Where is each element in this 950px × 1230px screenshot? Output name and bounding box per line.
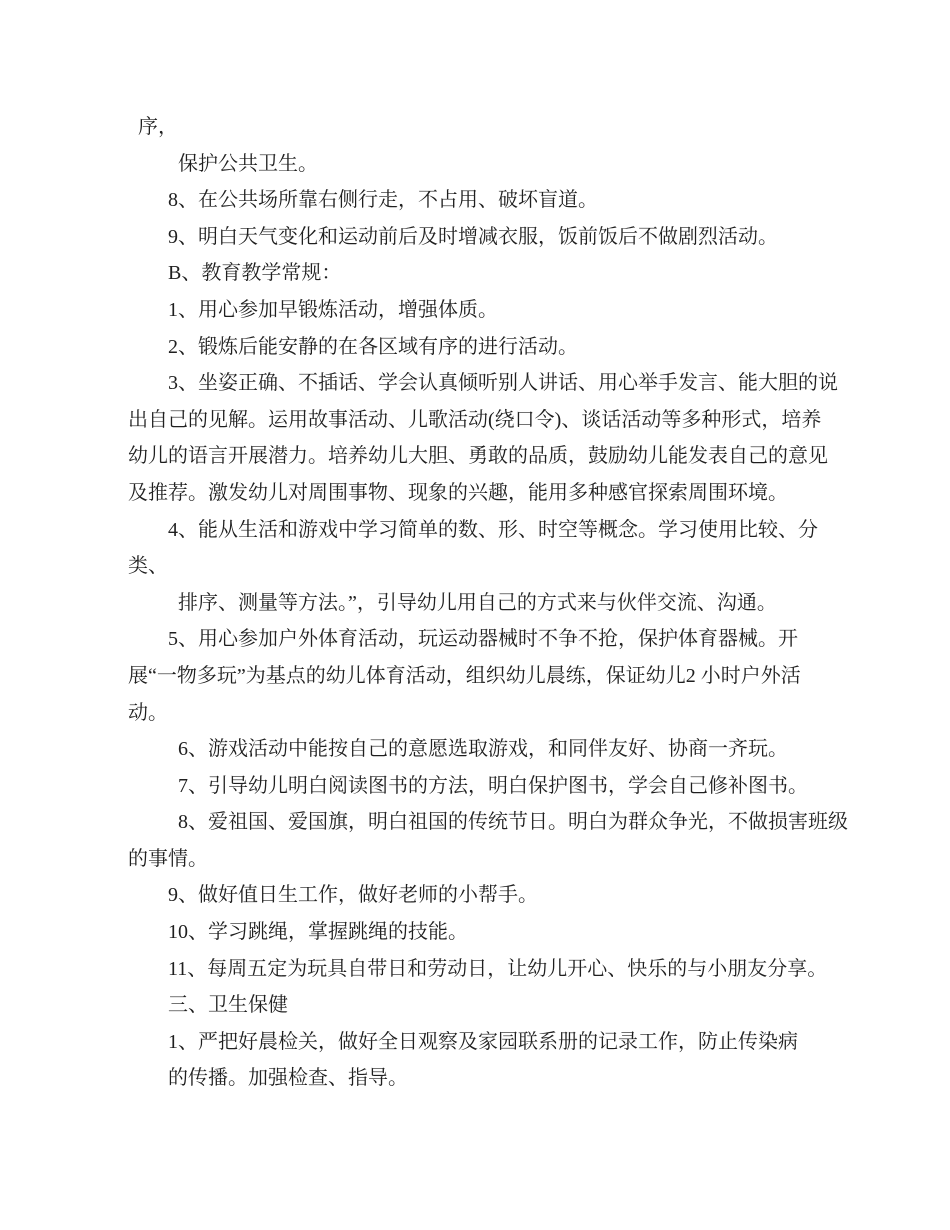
text-line: B、教育教学常规： — [168, 262, 342, 285]
text-line: 11、每周五定为玩具自带日和劳动日，让幼儿开心、快乐的与小朋友分享。 — [168, 957, 828, 980]
text-line: 展“一物多玩”为基点的幼儿体育活动，组织幼儿晨练，保证幼儿2 小时户外活 — [128, 664, 801, 687]
text-line: 的事情。 — [128, 847, 208, 870]
text-line: 保护公共卫生。 — [178, 152, 318, 175]
text-line: 1、严把好晨检关，做好全日观察及家园联系册的记录工作，防止传染病 — [168, 1030, 798, 1053]
text-line: 2、锻炼后能安静的在各区域有序的进行活动。 — [168, 335, 578, 358]
text-line: 5、用心参加户外体育活动，玩运动器械时不争不抢，保护体育器械。开 — [168, 628, 798, 651]
text-line: 类、 — [128, 555, 168, 578]
text-line: 9、做好值日生工作，做好老师的小帮手。 — [168, 884, 538, 907]
text-line: 8、在公共场所靠右侧行走，不占用、破坏盲道。 — [168, 189, 598, 212]
text-line: 动。 — [128, 701, 168, 724]
text-line: 及推荐。激发幼儿对周围事物、现象的兴趣，能用多种感官探索周围环境。 — [128, 481, 788, 504]
text-line: 7、引导幼儿明白阅读图书的方法，明白保护图书，学会自己修补图书。 — [178, 774, 808, 797]
text-line: 3、坐姿正确、不插话、学会认真倾听别人讲话、用心举手发言、能大胆的说 — [168, 372, 838, 395]
document-text-block — [128, 109, 848, 1097]
text-line: 出自己的见解。运用故事活动、儿歌活动(绕口令)、谈话活动等多种形式，培养 — [128, 408, 822, 431]
text-line: 9、明白天气变化和运动前后及时增减衣服，饭前饭后不做剧烈活动。 — [168, 225, 778, 248]
text-line: 8、爱祖国、爱国旗，明白祖国的传统节日。明白为群众争光，不做损害班级 — [178, 811, 848, 834]
text-line: 的传播。加强检查、指导。 — [168, 1067, 408, 1090]
text-line: 排序、测量等方法。”，引导幼儿用自己的方式来与伙伴交流、沟通。 — [178, 591, 777, 614]
text-line: 6、游戏活动中能按自己的意愿选取游戏，和同伴友好、协商一齐玩。 — [178, 738, 788, 761]
text-line: 序， — [138, 116, 178, 138]
text-line: 三、卫生保健 — [168, 994, 288, 1017]
text-line: 幼儿的语言开展潜力。培养幼儿大胆、勇敢的品质，鼓励幼儿能发表自己的意见 — [128, 445, 828, 468]
text-line: 1、用心参加早锻炼活动，增强体质。 — [168, 298, 498, 321]
text-line: 4、能从生活和游戏中学习简单的数、形、时空等概念。学习使用比较、分 — [168, 518, 818, 541]
text-line: 10、学习跳绳，掌握跳绳的技能。 — [168, 921, 468, 944]
